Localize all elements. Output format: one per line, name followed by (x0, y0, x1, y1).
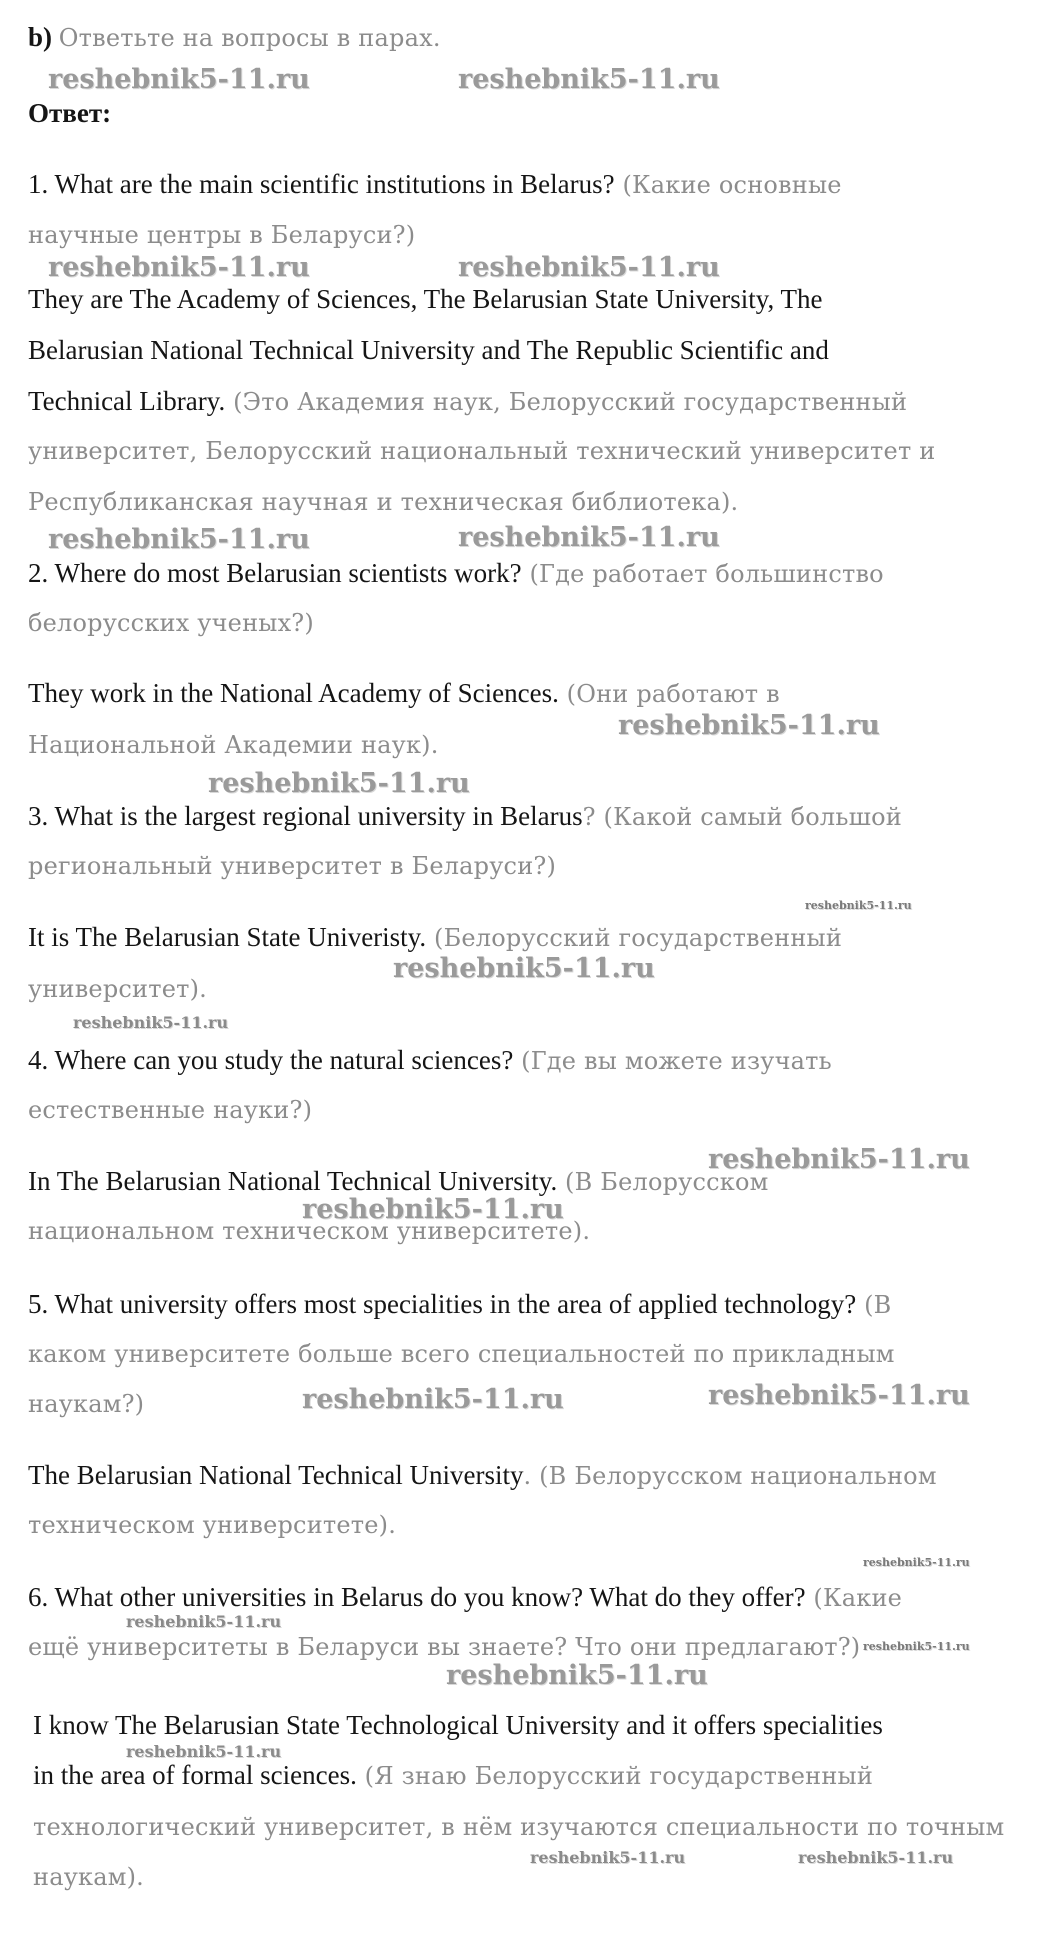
task-header (28, 20, 441, 55)
question-2-ru: (Где работает большинство (521, 560, 884, 588)
question-6-line-1 (28, 1580, 902, 1615)
question-4-en: 4. Where can you study the natural sciences? (28, 1045, 514, 1075)
question-3-line-2: региональный университет в Беларуси?) (28, 852, 557, 880)
watermark: reshebnik5-11.ru (208, 768, 470, 799)
watermark: reshebnik5-11.ru (805, 899, 912, 912)
watermark: reshebnik5-11.ru (48, 524, 310, 555)
answer-6-ru: (Я знаю Белорусский государственный (356, 1762, 874, 1790)
answer-2-ru: (Они работают в (558, 680, 780, 708)
answer-1-line-1: They are The Academy of Sciences, The Belarusian State University, The (28, 284, 823, 314)
question-5-line-1 (28, 1287, 892, 1322)
question-6-en: 6. What other universities in Belarus do you know? What do they offer? (28, 1582, 806, 1612)
answer-3-line-1 (28, 920, 842, 955)
answer-5-line-2: техническом университете). (28, 1511, 397, 1539)
question-4-line-2: естественные науки?) (28, 1096, 313, 1124)
answer-6-en: in the area of formal sciences. (33, 1760, 357, 1790)
watermark: reshebnik5-11.ru (618, 710, 880, 741)
watermark: reshebnik5-11.ru (126, 1612, 282, 1631)
question-3-ru: ? (Какой самый большой (582, 803, 902, 831)
question-2-line-2: белорусских ученых?) (28, 609, 314, 637)
answer-3-ru: (Белорусский государственный (426, 924, 843, 952)
answer-2-line-1 (28, 676, 780, 711)
answer-5-ru: . (В Белорусском национальном (523, 1462, 937, 1490)
answer-2-line-2: Национальной Академии наук). (28, 731, 439, 759)
answer-5-en: The Belarusian National Technical University (28, 1460, 524, 1490)
watermark: reshebnik5-11.ru (302, 1384, 564, 1415)
watermark: reshebnik5-11.ru (458, 522, 720, 553)
watermark: reshebnik5-11.ru (530, 1848, 686, 1867)
answer-3-en: It is The Belarusian State Univeristy. (28, 922, 427, 952)
watermark: reshebnik5-11.ru (302, 1194, 564, 1225)
watermark: reshebnik5-11.ru (708, 1380, 970, 1411)
watermark: reshebnik5-11.ru (708, 1144, 970, 1175)
watermark: reshebnik5-11.ru (863, 1640, 970, 1653)
answer-3-line-2: университет). (28, 975, 207, 1003)
question-1-line-2: научные центры в Беларуси?) (28, 221, 416, 249)
answer-2-en: They work in the National Academy of Sciences. (28, 678, 559, 708)
task-instruction: Ответьте на вопросы в парах. (58, 24, 441, 52)
watermark: reshebnik5-11.ru (48, 252, 310, 283)
question-4-ru: (Где вы можете изучать (513, 1047, 832, 1075)
watermark: reshebnik5-11.ru (393, 953, 655, 984)
question-4-line-1 (28, 1043, 832, 1078)
watermark: reshebnik5-11.ru (458, 252, 720, 283)
answer-4-line-2: национальном техническом университете). (28, 1217, 591, 1245)
answer-4-ru: (В Белорусском (557, 1168, 769, 1196)
question-3-line-1 (28, 799, 902, 834)
answer-1-en: Technical Library. (28, 386, 226, 416)
task-label: b) (28, 22, 53, 52)
question-1-line-1 (28, 167, 842, 202)
watermark: reshebnik5-11.ru (446, 1660, 708, 1691)
watermark: reshebnik5-11.ru (798, 1848, 954, 1867)
answer-label: Ответ: (28, 98, 112, 128)
answer-6-line-3: технологический университет, в нём изучаются специальности по точным (33, 1813, 1005, 1841)
answer-4-en: In The Belarusian National Technical University. (28, 1166, 558, 1196)
question-5-en: 5. What university offers most specialities in the area of applied technology? (28, 1289, 857, 1319)
question-5-ru: (В (856, 1291, 892, 1319)
question-1-ru: (Какие основные (614, 171, 842, 199)
watermark: reshebnik5-11.ru (73, 1013, 229, 1032)
answer-1-line-4: университет, Белорусский национальный технический университет и (28, 437, 936, 465)
question-1-en: 1. What are the main scientific institutions in Belarus? (28, 169, 615, 199)
answer-1-line-5: Республиканская научная и техническая библиотека). (28, 488, 739, 516)
answer-1-line-2: Belarusian National Technical University and The Republic Scientific and (28, 335, 829, 365)
answer-1-line-3 (28, 384, 907, 419)
watermark: reshebnik5-11.ru (126, 1742, 282, 1761)
answer-6-line-4: наукам). (33, 1863, 144, 1891)
watermark: reshebnik5-11.ru (863, 1556, 970, 1569)
question-6-ru: (Какие (805, 1584, 903, 1612)
answer-6-line-2 (33, 1758, 873, 1793)
question-2-line-1 (28, 556, 884, 591)
answer-1-ru: (Это Академия наук, Белорусский государственный (225, 388, 908, 416)
question-5-line-3: наукам?) (28, 1390, 145, 1418)
question-6-line-2: ещё университеты в Беларуси вы знаете? Что они предлагают?) (28, 1633, 861, 1661)
question-5-line-2: каком университете больше всего специальностей по прикладным (28, 1340, 895, 1368)
question-2-en: 2. Where do most Belarusian scientists work? (28, 558, 522, 588)
watermark: reshebnik5-11.ru (48, 64, 310, 95)
answer-5-line-1 (28, 1458, 937, 1493)
watermark: reshebnik5-11.ru (458, 64, 720, 95)
answer-6-line-1: I know The Belarusian State Technological University and it offers specialities (33, 1710, 883, 1740)
question-3-en: 3. What is the largest regional university in Belarus (28, 801, 583, 831)
